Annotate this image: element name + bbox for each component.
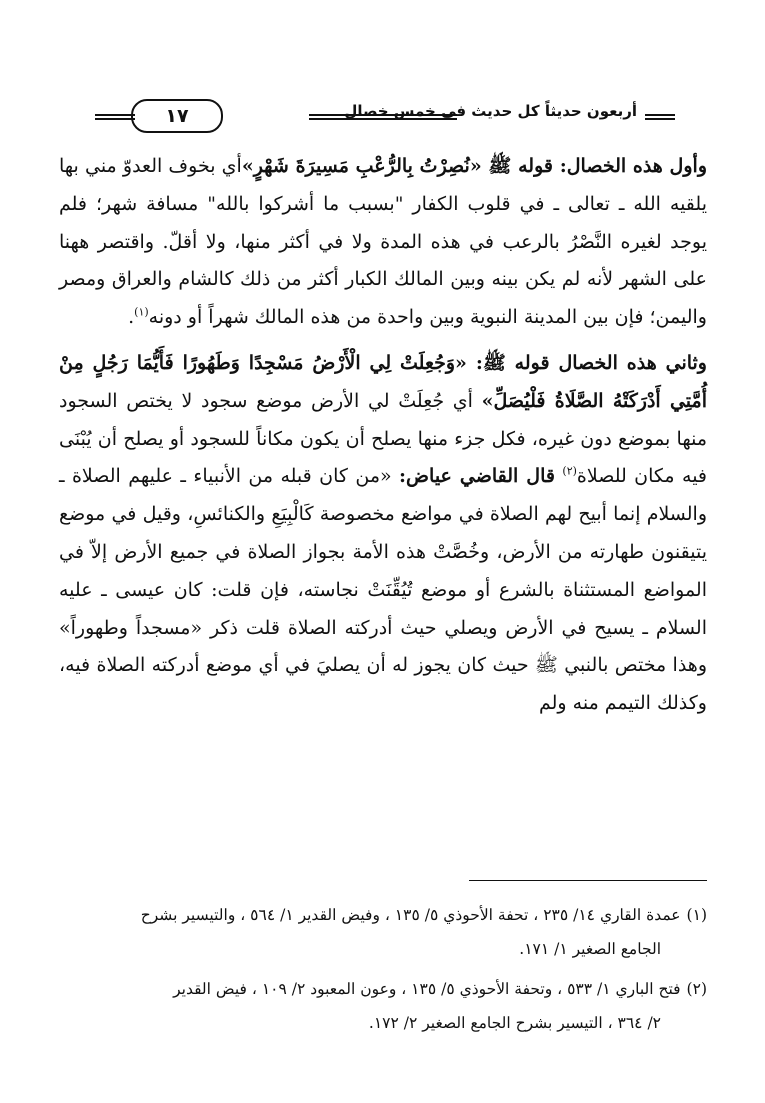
bold-text-run: وأول هذه الخصال: bbox=[553, 155, 707, 177]
bold-text-run: قوله ﷺ «نُصِرْتُ بِالرُّعْبِ مَسِيرَةَ شَهْرٍ» bbox=[241, 155, 553, 177]
header-rule-right bbox=[645, 114, 675, 120]
main-text bbox=[59, 148, 707, 723]
header-rule-left bbox=[95, 114, 135, 120]
running-header-title: أربعون حديثاً كل حديث في خمس خصال bbox=[344, 102, 637, 120]
bold-text-run: قوله ﷺ: «وَجُعِلَتْ لِي الْأَرْضُ مَسْجِدًا وَطَهُورًا فَأَيُّمَا رَجُلٍ مِنْ أُمَّتِي أَدْرَكَتْهُ الصَّلَاةُ فَلْيُصَلِّ» bbox=[59, 351, 707, 412]
footnotes bbox=[59, 898, 707, 1046]
footnote-number: (١) bbox=[686, 906, 707, 924]
footnote bbox=[59, 972, 707, 1040]
footnote-text-continued: ٢/ ٣٦٤ ، التيسير بشرح الجامع الصغير ٢/ ١٧٢. bbox=[368, 1014, 661, 1032]
footnote bbox=[59, 898, 707, 966]
text-run: أي جُعِلَتْ لي الأرض موضع سجود لا يختص السجود منها بموضع دون غيره، فكل جزء منها يصلح أن يكون مكاناً للسجود أو يصلح أن يُبْنَى فيه مكان للصلاة bbox=[59, 389, 708, 488]
body-paragraph bbox=[59, 148, 707, 337]
text-run: «من كان قبله من الأنبياء ـ عليهم الصلاة ـ والسلام إنما أبيح لهم الصلاة في مواضع مخصوصة كَالْبِيَعِ والكنائسِ، وقيل في موضع يتيقنون طهارته من الأرض، وخُصَّتْ هذه الأمة بجواز الصلاة في جميع الأرض إلاّ في المواضع المستثناة بالشرع أو موضع تُيُقِّنَتْ نجاسته، فإن قلت: كان عيسى ـ عليه السلام ـ يسيح في الأرض ويصلي حيث أدركته الصلاة قلت ذكر «مسجداً وطهوراً» وهذا مختص بالنبي ﷺ حيث كان يجوز له أن يصليَ في أي موضع أدركته الصلاة فيه، وكذلك التيمم منه ولم bbox=[59, 465, 707, 715]
footnote-reference: (١) bbox=[134, 305, 149, 319]
text-run: . bbox=[128, 306, 135, 329]
header-rule-middle bbox=[309, 114, 457, 120]
footnote-separator bbox=[469, 880, 707, 881]
footnote-text-continued: الجامع الصغير ١/ ١٧١. bbox=[519, 940, 661, 958]
text-run: أي بخوف العدوّ مني بها يلقيه الله ـ تعالى ـ في قلوب الكفار "بسبب ما أشركوا بالله" مسافة شهر؛ فلم يوجد لغيره النَّصْرُ بالرعب في هذه المدة ولا في أكثر منها، ولا أقلّ. واقتصر ههنا على الشهر لأنه لم يكن بينه وبين المالك الكبار أكثر من ذلك كالشام والعراق ومصر واليمن؛ فإن بين المدينة النبوية وبين واحدة من هذه المالك شهراً أو دونه bbox=[59, 155, 707, 329]
footnote-text: عمدة القاري ١٤/ ٢٣٥ ، تحفة الأحوذي ٥/ ١٣٥ ، وفيض القدير ١/ ٥٦٤ ، والتيسير بشرح bbox=[140, 906, 681, 924]
footnote-text: فتح الباري ١/ ٥٣٣ ، وتحفة الأحوذي ٥/ ١٣٥ ، وعون المعبود ٢/ ١٠٩ ، فيض القدير bbox=[173, 980, 681, 998]
running-header bbox=[95, 98, 675, 138]
bold-text-run: قال القاضي عياض: bbox=[399, 465, 555, 488]
body-paragraph bbox=[59, 345, 707, 723]
bold-text-run: وثاني هذه الخصال bbox=[549, 351, 707, 374]
page-number: ١٧ bbox=[131, 99, 223, 133]
footnote-reference: (٢) bbox=[562, 465, 577, 479]
footnote-number: (٢) bbox=[686, 980, 707, 998]
